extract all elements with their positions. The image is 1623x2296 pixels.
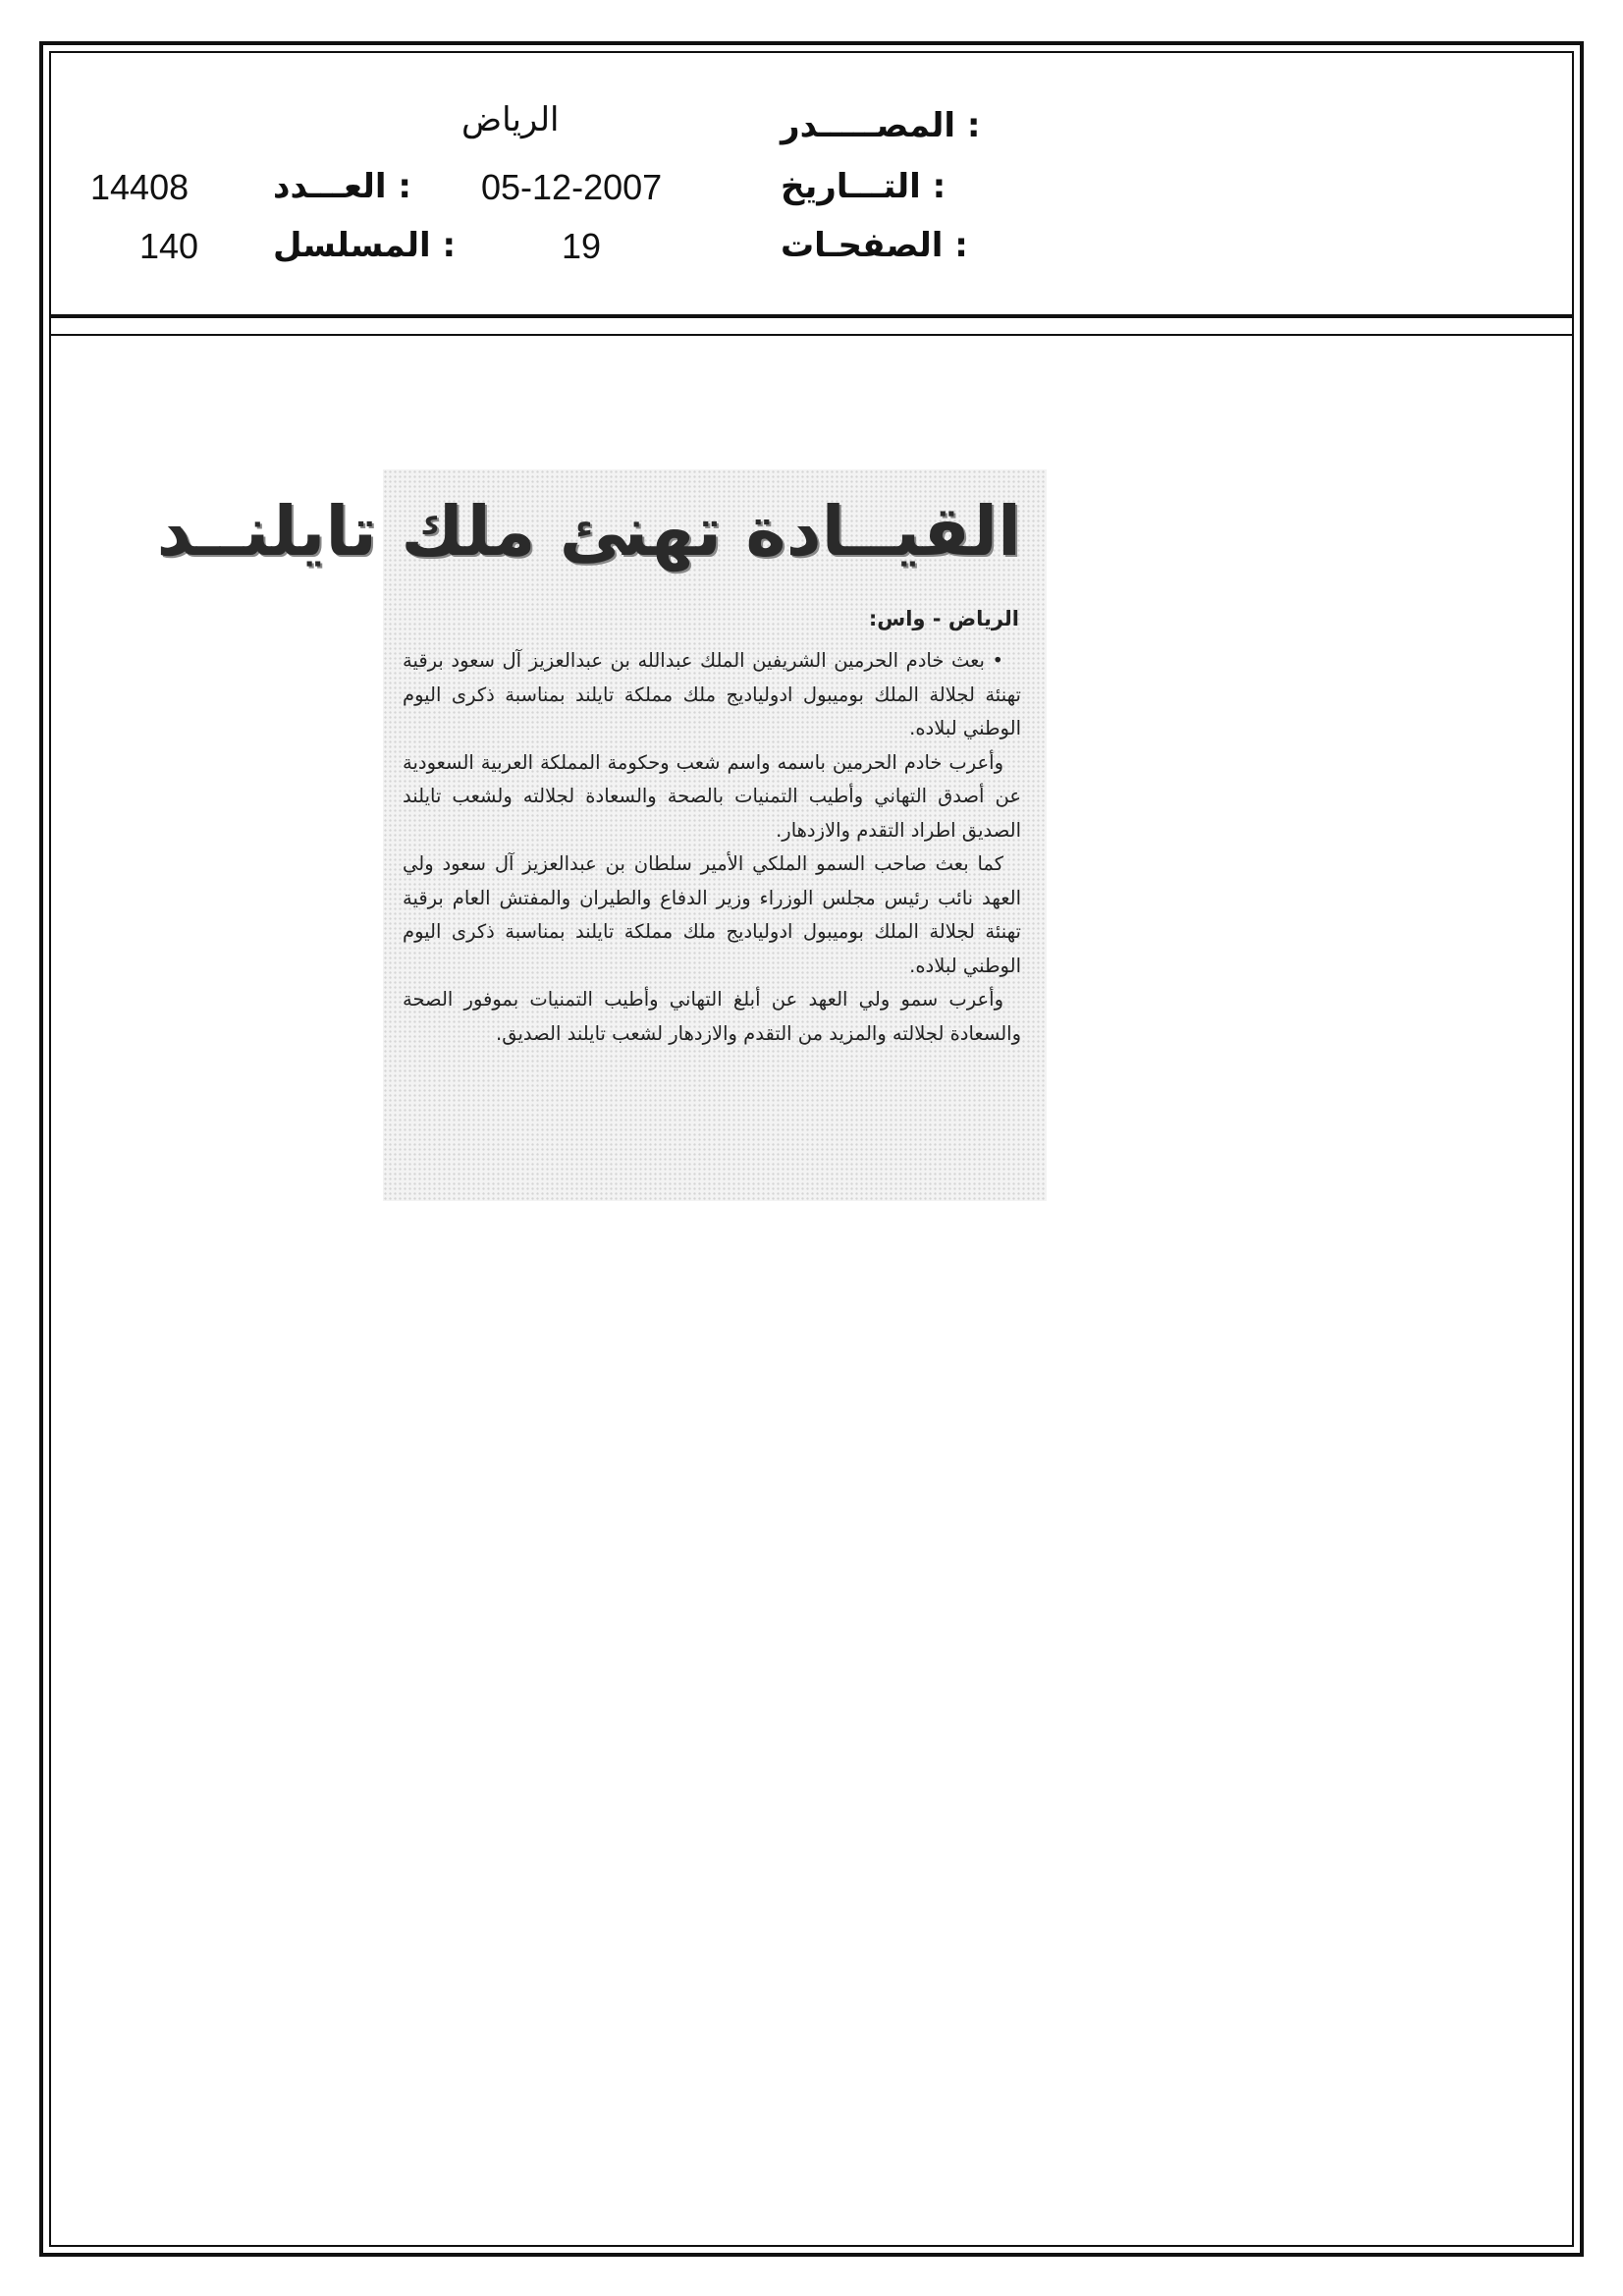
date-value: 05-12-2007 — [481, 167, 663, 207]
issue-value: 14408 — [90, 167, 189, 207]
serial-label: المسلسل : — [273, 226, 457, 265]
serial-value: 140 — [139, 226, 199, 266]
header-divider — [49, 314, 1574, 318]
source-value: الرياض — [461, 101, 560, 138]
header-divider-thin — [49, 334, 1574, 336]
article-paragraph: وأعرب سمو ولي العهد عن أبلغ التهاني وأطيب التمنيات بموفور الصحة والسعادة لجلالته والمزيد من التقدم والازدهار لشعب تايلند الصديق. — [403, 988, 1021, 1045]
issue-label: العـــدد : — [273, 167, 412, 206]
article-byline: الرياض - واس: — [868, 607, 1019, 630]
article-paragraph: وأعرب خادم الحرمين باسمه واسم شعب وحكومة المملكة العربية السعودية عن أصدق التهاني وأطيب التمنيات بالصحة والسعادة لجلالته ولشعب تايلند الصديق اطراد التقدم والازدهار. — [403, 750, 1021, 842]
source-label: المصـــــدر : — [781, 106, 981, 145]
article-paragraph: • بعث خادم الحرمين الشريفين الملك عبدالله بن عبدالعزيز آل سعود برقية تهنئة لجلالة الملك بوميبول ادوليادیج ملك مملكة تايلند بمناسبة ذكرى اليوم الوطني لبلاده. — [403, 649, 1021, 739]
news-clipping — [156, 469, 1047, 1201]
article-headline: القيــادة تهنئ ملك تايلنــد — [156, 491, 1021, 572]
pages-label: الصفحـات : — [781, 226, 968, 265]
article-body — [403, 644, 1021, 1051]
date-label: التـــاريخ : — [781, 167, 947, 206]
pages-value: 19 — [562, 226, 602, 266]
article-paragraph: كما بعث صاحب السمو الملكي الأمير سلطان بن عبدالعزيز آل سعود ولي العهد نائب رئيس مجلس الوزراء وزير الدفاع والطيران والمفتش العام برقية تهنئة لجلالة الملك بوميبول ادوليادیج ملك مملكة تايلند بمناسبة ذكرى اليوم الوطني لبلاده. — [403, 852, 1021, 977]
